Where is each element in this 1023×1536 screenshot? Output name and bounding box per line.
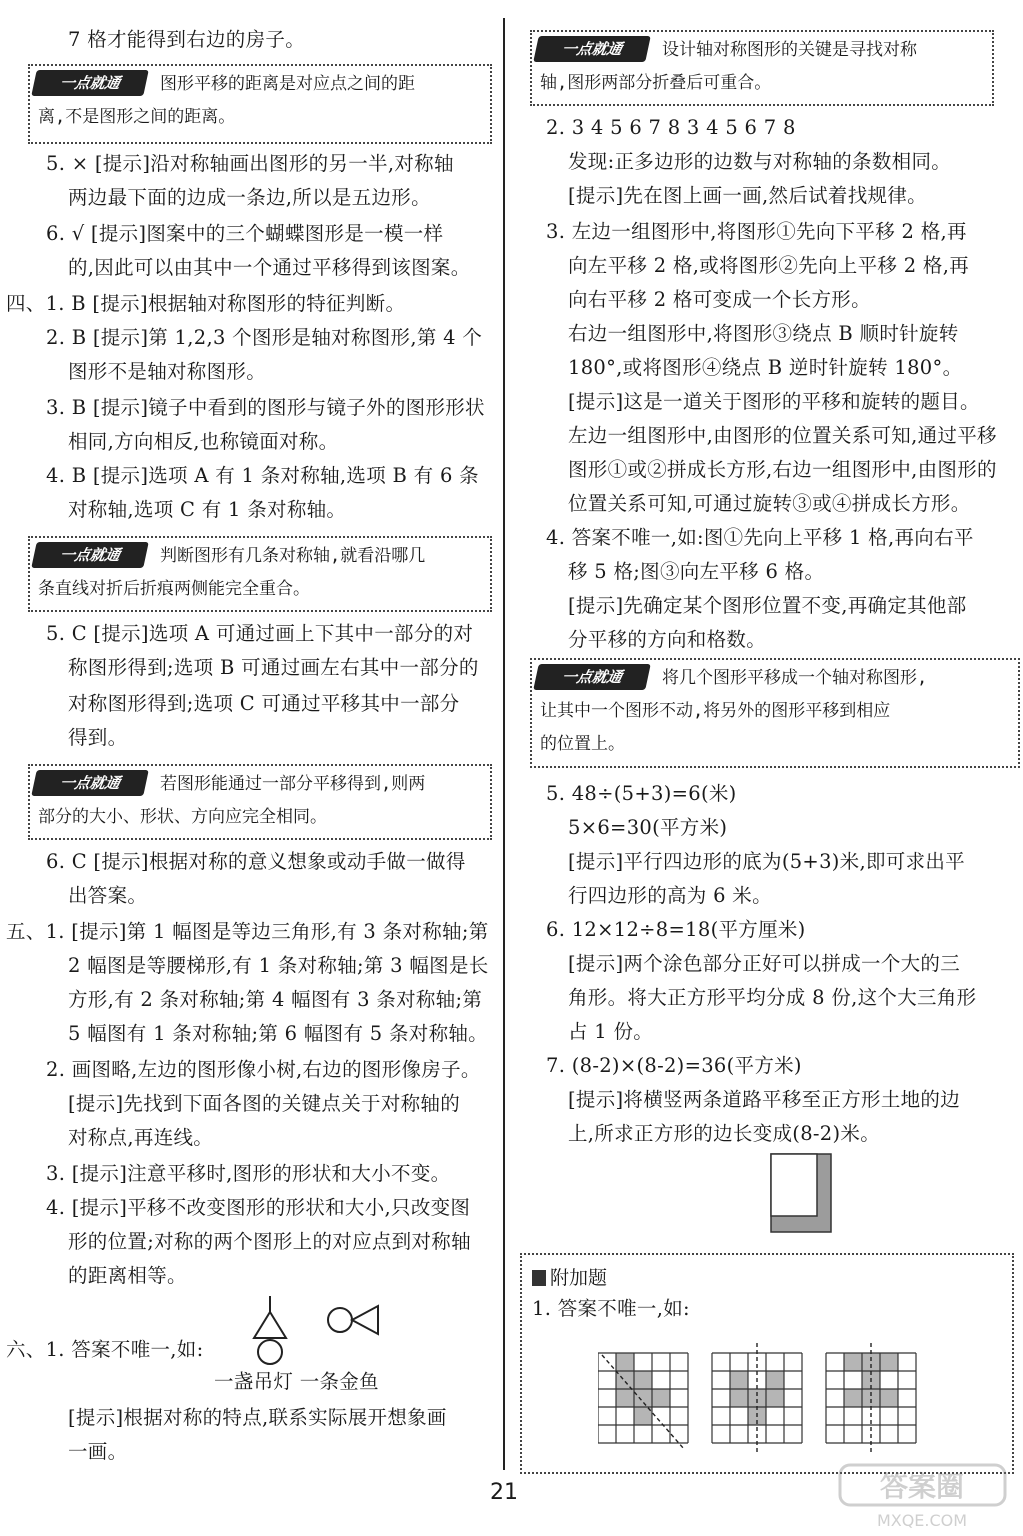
appendix-title-text: 附加题	[550, 1267, 608, 1289]
answer-line: 4. 答案不唯一,如:图①先向上平移 1 格,再向右平	[546, 526, 974, 549]
answer-line: 5 幅图有 1 条对称轴;第 6 幅图有 5 条对称轴。	[68, 1022, 488, 1045]
answer-line: 行四边形的高为 6 米。	[568, 884, 772, 907]
shaded-cell	[844, 1389, 862, 1407]
answer-line: 位置关系可知,可通过旋转③或④拼成长方形。	[568, 492, 971, 515]
tip-text-line: 离,不是图形之间的距离。	[38, 107, 236, 127]
answer-line: 对称轴,选项 C 有 1 条对称轴。	[68, 498, 347, 521]
shaded-cell	[616, 1353, 634, 1371]
tip-text-line: 的位置上。	[540, 734, 625, 754]
answer-line: 一画。	[68, 1440, 128, 1463]
shaded-cell	[634, 1371, 652, 1389]
answer-line: 形的位置;对称的两个图形上的对应点到对称轴	[68, 1230, 471, 1253]
shaded-cell	[880, 1389, 898, 1407]
answer-line: 六、1. 答案不唯一,如:	[6, 1338, 204, 1361]
answer-line: 分平移的方向和格数。	[568, 628, 767, 651]
tip-box	[530, 30, 994, 106]
tip-text-line: 让其中一个图形不动,将另外的图形平移到相应	[540, 701, 891, 721]
shaded-cell	[880, 1353, 898, 1371]
tip-text-line: 轴,图形两部分折叠后可重合。	[540, 73, 772, 93]
tip-text-line: 条直线对折后折痕两侧能完全重合。	[38, 579, 310, 599]
answer-line: 相同,方向相反,也称镜面对称。	[68, 430, 339, 453]
answer-line: 两边最下面的边成一条边,所以是五边形。	[68, 186, 431, 209]
answer-line: [提示]平行四边形的底为(5+3)米,即可求出平	[568, 850, 965, 873]
page-number: 21	[490, 1480, 518, 1505]
answer-line: 3. B [提示]镜子中看到的图形与镜子外的图形形状	[46, 396, 485, 419]
answer-grid	[712, 1343, 802, 1453]
answer-line: 5×6=30(平方米)	[568, 816, 728, 839]
tip-text-line: 部分的大小、形状、方向应完全相同。	[38, 807, 327, 827]
svg-text:MXQE.COM: MXQE.COM	[876, 1511, 968, 1530]
answer-line: 5. × [提示]沿对称轴画出图形的另一半,对称轴	[46, 152, 454, 175]
fish-figure	[328, 1306, 378, 1334]
appendix-marker-icon	[532, 1270, 546, 1286]
shaded-cell	[748, 1389, 766, 1407]
tip-box	[28, 64, 492, 144]
answer-line: [提示]先确定某个图形位置不变,再确定其他部	[568, 594, 967, 617]
answer-line: 一盏吊灯 一条金鱼	[214, 1370, 379, 1393]
tip-text-line: 将几个图形平移成一个轴对称图形,	[662, 668, 928, 688]
answer-line: 对称点,再连线。	[68, 1126, 214, 1149]
answer-line: 发现:正多边形的边数与对称轴的条数相同。	[568, 150, 952, 173]
answer-line: 向左平移 2 格,或将图形②先向上平移 2 格,再	[568, 254, 970, 277]
shaded-cell	[652, 1389, 670, 1407]
appendix-title	[532, 1263, 607, 1290]
answer-line: 移 5 格;图③向左平移 6 格。	[568, 560, 825, 583]
answer-line: 五、1. [提示]第 1 幅图是等边三角形,有 3 条对称轴;第	[6, 920, 489, 943]
tip-text-line: 判断图形有几条对称轴,就看沿哪几	[160, 546, 426, 566]
tip-text-line: 图形平移的距离是对应点之间的距	[160, 74, 415, 94]
answer-line: [提示]根据对称的特点,联系实际展开想象画	[68, 1406, 447, 1429]
tip-box	[28, 764, 492, 840]
road-square-figure	[770, 1153, 834, 1235]
lamp-figure	[254, 1296, 286, 1364]
watermark-logo	[835, 1460, 1010, 1532]
shaded-cell	[634, 1389, 652, 1407]
answer-grid	[826, 1343, 916, 1453]
answer-line: [提示]先在图上画一画,然后试着找规律。	[568, 184, 927, 207]
shaded-cell	[766, 1389, 784, 1407]
shaded-cell	[844, 1353, 862, 1371]
tip-text-line: 设计轴对称图形的关键是寻找对称	[662, 40, 917, 60]
answer-line: 2. B [提示]第 1,2,3 个图形是轴对称图形,第 4 个	[46, 326, 483, 349]
answer-line: 4. [提示]平移不改变图形的形状和大小,只改变图	[46, 1196, 471, 1219]
answer-line: 占 1 份。	[568, 1020, 654, 1043]
tip-box	[530, 658, 1020, 768]
tip-badge: 一点就通	[31, 542, 149, 568]
shaded-cell	[730, 1389, 748, 1407]
answer-line: 上,所求正方形的边长变成(8-2)米。	[568, 1122, 881, 1145]
shaded-cell	[730, 1371, 748, 1389]
answer-line: 四、1. B [提示]根据轴对称图形的特征判断。	[6, 292, 406, 315]
answer-line: 的距离相等。	[68, 1264, 187, 1287]
answer-line: 的,因此可以由其中一个通过平移得到该图案。	[68, 256, 471, 279]
appendix-answer-line: 1. 答案不唯一,如:	[532, 1297, 690, 1320]
answer-line: 7. (8-2)×(8-2)=36(平方米)	[546, 1054, 802, 1077]
answer-line: 6. √ [提示]图案中的三个蝴蝶图形是一模一样	[46, 222, 444, 245]
answer-line: 称图形得到;选项 B 可通过画左右其中一部分的	[68, 656, 479, 679]
answer-line: 7 格才能得到右边的房子。	[68, 28, 306, 51]
answer-line: 6. 12×12÷8=18(平方厘米)	[546, 918, 806, 941]
shaded-cell	[616, 1371, 634, 1389]
answer-line: 2. 画图略,左边的图形像小树,右边的图形像房子。	[46, 1058, 481, 1081]
answer-line: 4. B [提示]选项 A 有 1 条对称轴,选项 B 有 6 条	[46, 464, 479, 487]
tip-badge: 一点就通	[533, 36, 651, 62]
answer-line: 图形①或②拼成长方形,右边一组图形中,由图形的	[568, 458, 997, 481]
answer-line: 5. C [提示]选项 A 可通过画上下其中一部分的对	[46, 622, 474, 645]
answer-line: 2. 3 4 5 6 7 8 3 4 5 6 7 8	[546, 116, 796, 139]
shaded-cell	[862, 1389, 880, 1407]
answer-line: 2 幅图是等腰梯形,有 1 条对称轴;第 3 幅图是长	[68, 954, 489, 977]
answer-line: 右边一组图形中,将图形③绕点 B 顺时针旋转	[568, 322, 959, 345]
tip-badge: 一点就通	[31, 70, 149, 96]
answer-line: 出答案。	[68, 884, 148, 907]
shaded-cell	[766, 1371, 784, 1389]
grid-answers	[598, 1343, 934, 1463]
svg-text:答案圈: 答案圈	[879, 1470, 965, 1503]
answer-line: [提示]这是一道关于图形的平移和旋转的题目。	[568, 390, 980, 413]
tip-badge: 一点就通	[533, 664, 651, 690]
answer-line: 6. C [提示]根据对称的意义想象或动手做一做得	[46, 850, 466, 873]
column-divider	[503, 18, 505, 1470]
answer-line: 得到。	[68, 726, 128, 749]
answer-line: [提示]两个涂色部分正好可以拼成一个大的三	[568, 952, 961, 975]
answer-line: 左边一组图形中,由图形的位置关系可知,通过平移	[568, 424, 997, 447]
appendix-box	[520, 1253, 1014, 1474]
answer-line: 180°,或将图形④绕点 B 逆时针旋转 180°。	[568, 356, 963, 379]
answer-line: 向右平移 2 格可变成一个长方形。	[568, 288, 871, 311]
tip-badge: 一点就通	[31, 770, 149, 796]
answer-grid	[598, 1353, 688, 1449]
answer-line: 角形。将大正方形平均分成 8 份,这个大三角形	[568, 986, 977, 1009]
answer-line: 5. 48÷(5+3)=6(米)	[546, 782, 737, 805]
tip-box	[28, 536, 492, 612]
answer-line: 3. [提示]注意平移时,图形的形状和大小不变。	[46, 1162, 451, 1185]
shaded-cell	[616, 1389, 634, 1407]
answer-line: [提示]先找到下面各图的关键点关于对称轴的	[68, 1092, 461, 1115]
tip-text-line: 若图形能通过一部分平移得到,则两	[160, 774, 426, 794]
answer-line: 图形不是轴对称图形。	[68, 360, 267, 383]
answer-line: 方形,有 2 条对称轴;第 4 幅图有 3 条对称轴;第	[68, 988, 483, 1011]
answer-line: [提示]将横竖两条道路平移至正方形土地的边	[568, 1088, 961, 1111]
shaded-cell	[862, 1353, 880, 1371]
answer-line: 3. 左边一组图形中,将图形①先向下平移 2 格,再	[546, 220, 967, 243]
lamp-and-fish-figures	[248, 1296, 398, 1368]
answer-line: 对称图形得到;选项 C 可通过平移其中一部分	[68, 692, 460, 715]
